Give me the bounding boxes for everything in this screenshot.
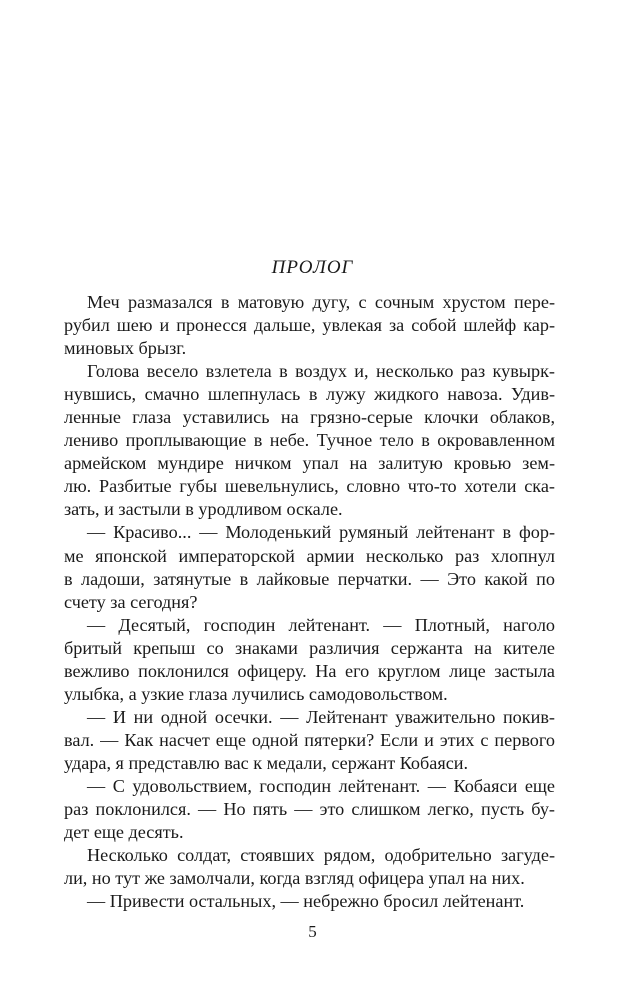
page-number: 5 — [308, 922, 317, 941]
text-line: лю. Разбитые губы шевельнулись, словно что-то хотели ска- — [64, 476, 555, 497]
text-line: лениво проплывающие в небе. Тучное тело в окровавленном — [64, 430, 555, 451]
text-line: в ладоши, затянутые в лайковые перчатки. — Это какой по — [64, 568, 555, 589]
text-line: вал. — Как насчет еще одной пятерки? Если и этих с первого — [64, 729, 555, 750]
text-line: бритый крепыш со знаками различия сержанта на кителе — [64, 637, 555, 658]
text-line: — Красиво... — Молоденький румяный лейтенант в фор- — [87, 522, 555, 543]
text-line: вежливо поклонился офицеру. На его круглом лице застыла — [64, 660, 555, 681]
text-line: ме японской императорской армии несколько раз хлопнул — [64, 545, 555, 566]
text-line: армейском мундире ничком упал на залитую кровью зем- — [64, 453, 555, 474]
text-line: Голова весело взлетела в воздух и, несколько раз кувырк- — [87, 361, 555, 382]
text-line: нувшись, смачно шлепнулась в лужу жидкого навоза. Удив- — [64, 384, 555, 405]
chapter-title: ПРОЛОГ — [271, 257, 354, 278]
text-line: дет еще десять. — [64, 822, 184, 843]
text-line: улыбка, а узкие глаза лучились самодовольством. — [64, 683, 448, 704]
text-line: раз поклонился. — Но пять — это слишком легко, пусть бу- — [64, 799, 555, 820]
text-line: счету за сегодня? — [64, 591, 198, 612]
text-line: зать, и застыли в уродливом оскале. — [64, 499, 343, 520]
text-line: миновых брызг. — [64, 338, 187, 359]
text-line: — Десятый, господин лейтенант. — Плотный, наголо — [87, 614, 555, 635]
text-line: — Привести остальных, — небрежно бросил лейтенант. — [87, 891, 525, 912]
text-line: — И ни одной осечки. — Лейтенант уважительно покив- — [87, 706, 555, 727]
body-text — [64, 291, 555, 913]
text-line: удара, я представлю вас к медали, сержант Кобаяси. — [64, 752, 469, 773]
text-line: Меч размазался в матовую дугу, с сочным хрустом пере- — [87, 292, 555, 312]
text-line: рубил шею и пронесся дальше, увлекая за собой шлейф кар- — [64, 315, 555, 336]
text-line: ли, но тут же замолчали, когда взгляд офицера упал на них. — [64, 868, 525, 889]
text-line: — С удовольствием, господин лейтенант. — Кобаяси еще — [87, 775, 555, 796]
text-line: Несколько солдат, стоявших рядом, одобрительно загуде- — [87, 845, 555, 866]
text-line: ленные глаза уставились на грязно-серые клочки облаков, — [64, 407, 555, 428]
